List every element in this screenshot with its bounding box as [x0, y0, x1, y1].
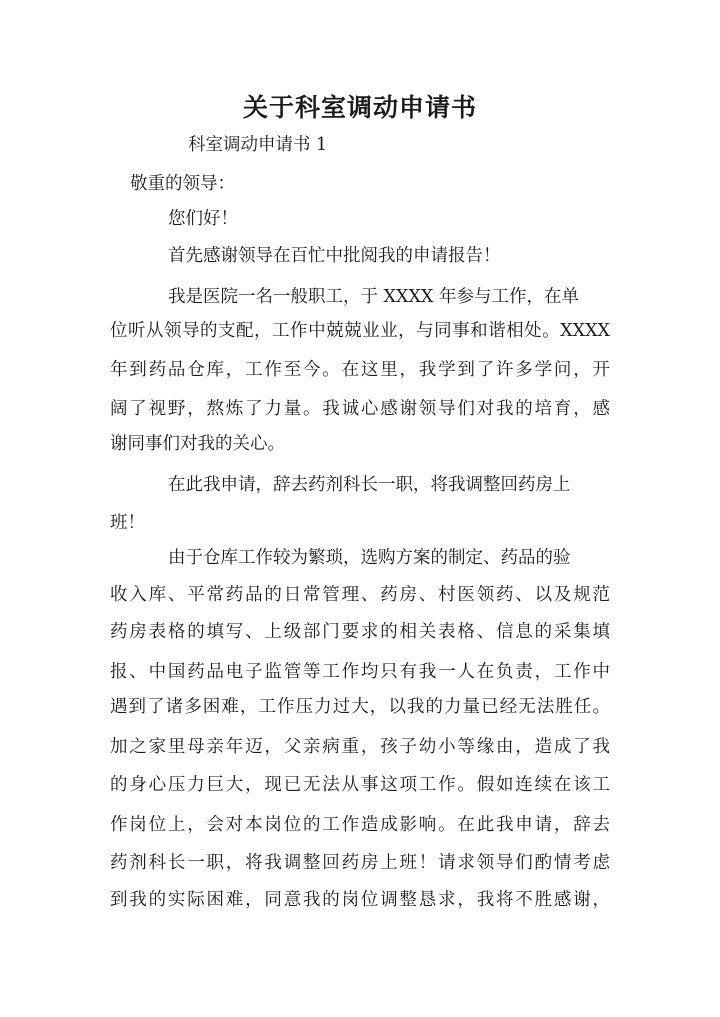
paragraph-line: 遇到了诸多困难，工作压力过大，以我的力量已经无法胜任。: [110, 697, 610, 717]
paragraph-line: 班！: [110, 513, 145, 533]
paragraph-line: 到我的实际困难，同意我的岗位调整恳求，我将不胜感谢，: [110, 890, 610, 910]
paragraph-line: 作岗位上，会对本岗位的工作造成影响。在此我申请，辞去: [110, 815, 610, 835]
paragraph-line: 由于仓库工作较为繁琐，选购方案的制定、药品的验: [168, 548, 571, 568]
paragraph-line: 年到药品仓库，工作至今。在这里，我学到了许多学问，开: [110, 360, 610, 380]
document-subtitle: 科室调动申请书 1: [188, 135, 328, 155]
paragraph-line: 药剂科长一职，将我调整回药房上班！请求领导们酌情考虑: [110, 853, 610, 873]
document-title: 关于科室调动申请书: [242, 93, 477, 122]
paragraph-line: 的身心压力巨大，现已无法从事这项工作。假如连续在该工: [110, 775, 610, 795]
paragraph-line: 我是医院一名一般职工，于 XXXX 年参与工作，在单: [168, 287, 579, 307]
salutation: 敬重的领导：: [130, 174, 235, 194]
paragraph-line: 谢同事们对我的关心。: [110, 434, 285, 454]
greeting: 您们好！: [168, 209, 238, 229]
paragraph-line: 位听从领导的支配，工作中兢兢业业，与同事和谐相处。XXXX: [110, 321, 610, 341]
paragraph-line: 首先感谢领导在百忙中批阅我的申请报告！: [168, 246, 501, 266]
paragraph-line: 收入库、平常药品的日常管理、药房、村医领药、以及规范: [110, 585, 610, 605]
paragraph-line: 在此我申请，辞去药剂科长一职，将我调整回药房上: [168, 475, 571, 495]
paragraph-line: 报、中国药品电子监管等工作均只有我一人在负责，工作中: [110, 662, 610, 682]
paragraph-line: 药房表格的填写、上级部门要求的相关表格、信息的采集填: [110, 622, 610, 642]
paragraph-line: 阔了视野，熬炼了力量。我诚心感谢领导们对我的培育，感: [110, 399, 610, 419]
paragraph-line: 加之家里母亲年迈，父亲病重，孩子幼小等缘由，造成了我: [110, 737, 610, 757]
